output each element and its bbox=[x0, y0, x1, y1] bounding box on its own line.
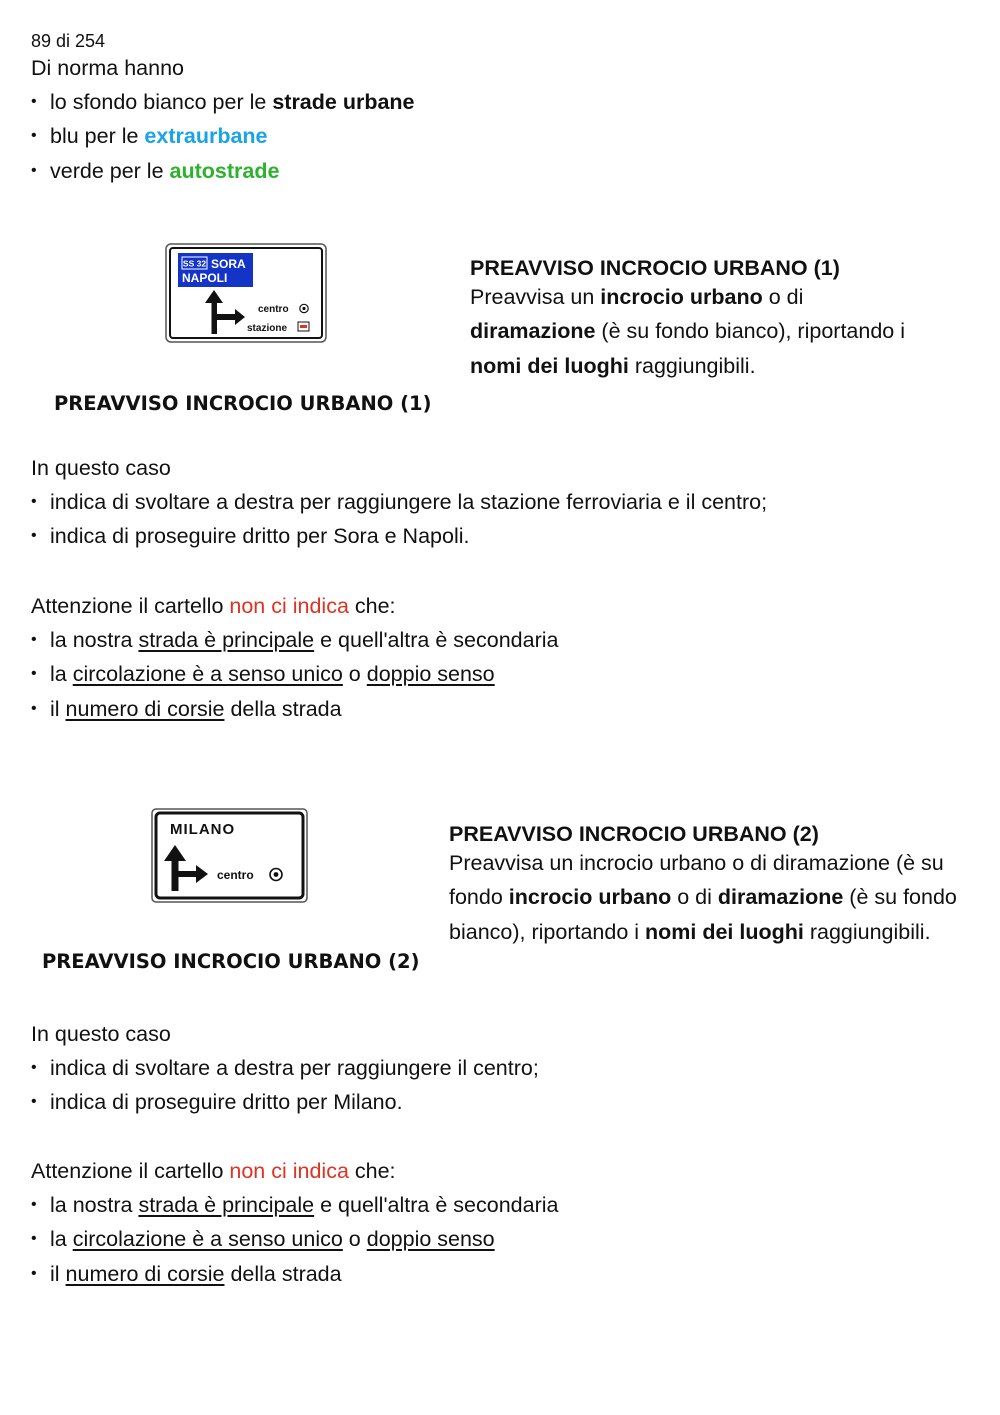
warning-text: non ci indica bbox=[229, 1159, 349, 1183]
section-description-1: Preavvisa un incrocio urbano o di diramazione (è su fondo bianco), riportando i nomi dei luoghi raggiungibili. bbox=[470, 285, 905, 378]
list-item: • lo sfondo bianco per le strade urbane bbox=[31, 85, 415, 119]
sign-dest1: centro bbox=[258, 304, 289, 315]
case-list-2 bbox=[31, 1051, 539, 1120]
strade-urbane-text: strade urbane bbox=[272, 90, 415, 114]
intro-line: Di norma hanno bbox=[31, 56, 184, 80]
intro-list bbox=[31, 85, 415, 188]
warning-text: non ci indica bbox=[229, 594, 349, 618]
list-item: • indica di proseguire dritto per Milano. bbox=[31, 1085, 539, 1119]
sign-dest2: stazione bbox=[247, 323, 288, 334]
not-indicated-list-2 bbox=[31, 1188, 558, 1291]
attention-line-2: Attenzione il cartello non ci indica che: bbox=[31, 1159, 396, 1183]
sign-badge-text: SS 32 bbox=[182, 258, 207, 269]
sign-dest1: centro bbox=[217, 868, 254, 882]
sign-line1: MILANO bbox=[170, 821, 236, 838]
list-item: • la nostra strada è principale e quell'altra è secondaria bbox=[31, 623, 558, 657]
list-item: • il numero di corsie della strada bbox=[31, 1257, 558, 1291]
list-item: • verde per le autostrade bbox=[31, 154, 415, 188]
case-heading-2: In questo caso bbox=[31, 1022, 171, 1046]
attention-line-1: Attenzione il cartello non ci indica che: bbox=[31, 594, 396, 618]
list-item: • indica di proseguire dritto per Sora e Napoli. bbox=[31, 519, 767, 553]
list-item: • blu per le extraurbane bbox=[31, 119, 415, 153]
autostrade-text: autostrade bbox=[169, 158, 280, 183]
extraurbane-text: extraurbane bbox=[144, 124, 268, 149]
train-station-icon bbox=[298, 322, 309, 331]
list-item: • il numero di corsie della strada bbox=[31, 692, 558, 726]
list-item: • la circolazione è a senso unico o doppio senso bbox=[31, 657, 558, 691]
list-item: • la circolazione è a senso unico o doppio senso bbox=[31, 1222, 558, 1256]
sign-caption-1: PREAVVISO INCROCIO URBANO (1) bbox=[54, 392, 432, 415]
section-title-1: PREAVVISO INCROCIO URBANO (1) bbox=[470, 256, 840, 280]
sign-preavviso-2 bbox=[151, 808, 308, 903]
case-list-1 bbox=[31, 485, 767, 554]
sign-caption-2: PREAVVISO INCROCIO URBANO (2) bbox=[42, 950, 420, 973]
list-item: • indica di svoltare a destra per raggiungere la stazione ferroviaria e il centro; bbox=[31, 485, 767, 519]
sign-line2: NAPOLI bbox=[182, 271, 228, 285]
section-description-2: Preavvisa un incrocio urbano o di diramazione (è su fondo incrocio urbano o di diramazione (è su fondo bianco), riportando i nomi dei luoghi raggiungibili. bbox=[449, 851, 957, 944]
case-heading-1: In questo caso bbox=[31, 456, 171, 480]
section-title-2: PREAVVISO INCROCIO URBANO (2) bbox=[449, 822, 819, 846]
list-item: • indica di svoltare a destra per raggiungere il centro; bbox=[31, 1051, 539, 1085]
sign-preavviso-1 bbox=[165, 243, 327, 343]
not-indicated-list-1 bbox=[31, 623, 558, 726]
list-item: • la nostra strada è principale e quell'altra è secondaria bbox=[31, 1188, 558, 1222]
page-number: 89 di 254 bbox=[31, 31, 106, 51]
sign-line1: SORA bbox=[211, 257, 246, 271]
